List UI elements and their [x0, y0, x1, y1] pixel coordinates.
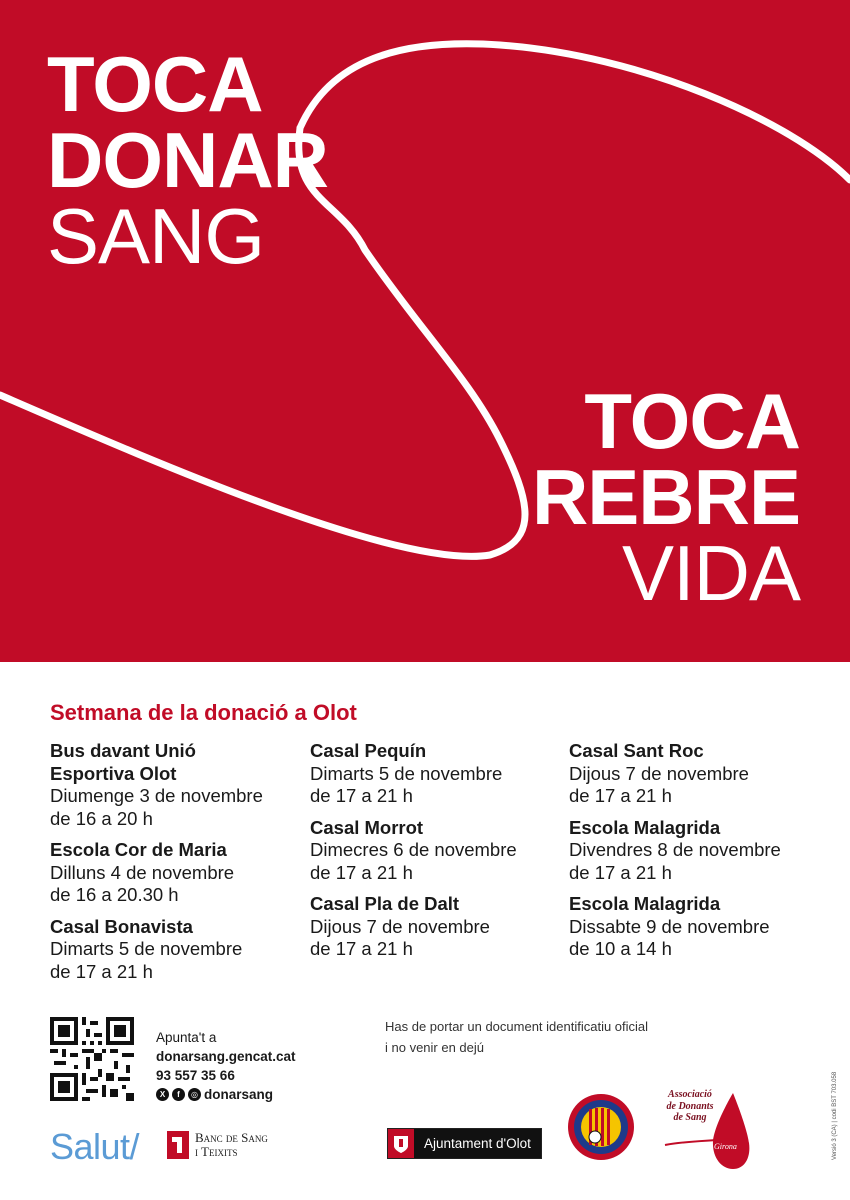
- adsg-line1: Associació: [668, 1089, 712, 1100]
- entry-time: de 17 a 21 h: [569, 785, 672, 806]
- qr-code[interactable]: [50, 1017, 134, 1101]
- bst-line2: i Teixits: [195, 1144, 238, 1159]
- entry-place: Casal Sant Roc: [569, 740, 704, 761]
- entry-day: Dissabte 9 de novembre: [569, 915, 770, 937]
- ajuntament-seal-icon: [388, 1129, 414, 1158]
- contact-block: [156, 1028, 296, 1104]
- headline-bottom: [531, 377, 800, 617]
- contact-url-link[interactable]: donarsang.gencat.cat: [156, 1049, 296, 1064]
- ajuntament-name: Ajuntament d'Olot: [414, 1129, 541, 1158]
- facebook-icon[interactable]: f: [172, 1088, 185, 1101]
- entry-day: Dijous 7 de novembre: [569, 762, 749, 784]
- social-row: [156, 1085, 296, 1104]
- schedule-entry: [569, 893, 819, 961]
- bst-line1: Banc de Sang: [195, 1130, 268, 1145]
- headline-top-line1: TOCA: [47, 40, 263, 128]
- salut-logo: Salut/: [50, 1126, 140, 1167]
- ajuntament-olot-logo: [387, 1128, 542, 1159]
- adsg-name: [655, 1089, 725, 1124]
- entry-place: Escola Cor de Maria: [50, 839, 227, 860]
- schedule-title: Setmana de la donació a Olot: [50, 700, 357, 725]
- schedule-entry: [310, 740, 560, 808]
- entry-time: de 10 a 14 h: [569, 938, 672, 959]
- donor-notice: [385, 1016, 648, 1058]
- entry-time: de 16 a 20 h: [50, 807, 153, 829]
- schedule-entry: [50, 916, 300, 984]
- schedule-entry: [50, 740, 300, 830]
- entry-place: Bus davant Unió Esportiva Olot: [50, 740, 196, 784]
- entry-day: Dilluns 4 de novembre: [50, 861, 235, 883]
- schedule-column-2: [310, 740, 560, 970]
- entry-day: Dimarts 5 de novembre: [50, 938, 243, 959]
- headline-top-line3: SANG: [47, 192, 265, 280]
- schedule-entry: [310, 893, 560, 961]
- entry-place: Casal Bonavista: [50, 915, 193, 937]
- entry-day: Dimarts 5 de novembre: [310, 762, 503, 784]
- headline-bottom-line2: REBRE: [531, 453, 800, 541]
- adsg-line3: de Sang: [673, 1112, 707, 1123]
- entry-time: de 17 a 21 h: [310, 785, 413, 806]
- headline-bottom-line3: VIDA: [621, 529, 800, 617]
- entry-place: Escola Malagrida: [569, 816, 721, 838]
- schedule-column-1: [50, 740, 300, 992]
- instagram-icon[interactable]: ◎: [188, 1088, 201, 1101]
- entry-time: de 17 a 21 h: [310, 861, 413, 883]
- entry-time: de 16 a 20.30 h: [50, 884, 179, 905]
- entry-place: Casal Pla de Dalt: [310, 893, 460, 914]
- bst-mark-icon: [167, 1131, 189, 1159]
- entry-place: Casal Morrot: [310, 816, 424, 838]
- schedule-entry: [569, 740, 819, 808]
- adsg-region: Girona: [714, 1142, 737, 1151]
- entry-day: Diumenge 3 de novembre: [50, 785, 263, 806]
- entry-place: Casal Pequín: [310, 740, 427, 761]
- version-code: Versió 3 (CA) | codi BST 703.058: [832, 1071, 838, 1160]
- notice-line2: i no venir en dejú: [385, 1040, 485, 1055]
- social-handle[interactable]: donarsang: [204, 1087, 274, 1102]
- entry-day: Dimecres 6 de novembre: [310, 839, 517, 860]
- schedule-entry: [50, 839, 300, 907]
- ueo-club-crest: [567, 1093, 635, 1161]
- entry-time: de 17 a 21 h: [310, 938, 413, 959]
- schedule-column-3: [569, 740, 819, 970]
- entry-day: Divendres 8 de novembre: [569, 839, 781, 860]
- contact-phone[interactable]: 93 557 35 66: [156, 1068, 235, 1083]
- schedule-entry: [310, 817, 560, 885]
- contact-intro: Apunta't a: [156, 1030, 217, 1045]
- entry-place: Escola Malagrida: [569, 893, 721, 914]
- headline-top-line2: DONAR: [47, 116, 328, 204]
- entry-day: Dijous 7 de novembre: [310, 915, 490, 937]
- entry-time: de 17 a 21 h: [50, 960, 153, 982]
- x-icon[interactable]: X: [156, 1088, 169, 1101]
- schedule-entry: [569, 817, 819, 885]
- adsg-line2: de Donants: [666, 1100, 714, 1112]
- headline-top: [47, 40, 328, 280]
- headline-bottom-line1: TOCA: [584, 377, 800, 465]
- banc-sang-logo: [167, 1131, 268, 1159]
- entry-time: de 17 a 21 h: [569, 861, 672, 883]
- notice-line1: Has de portar un document identificatiu oficial: [385, 1019, 649, 1034]
